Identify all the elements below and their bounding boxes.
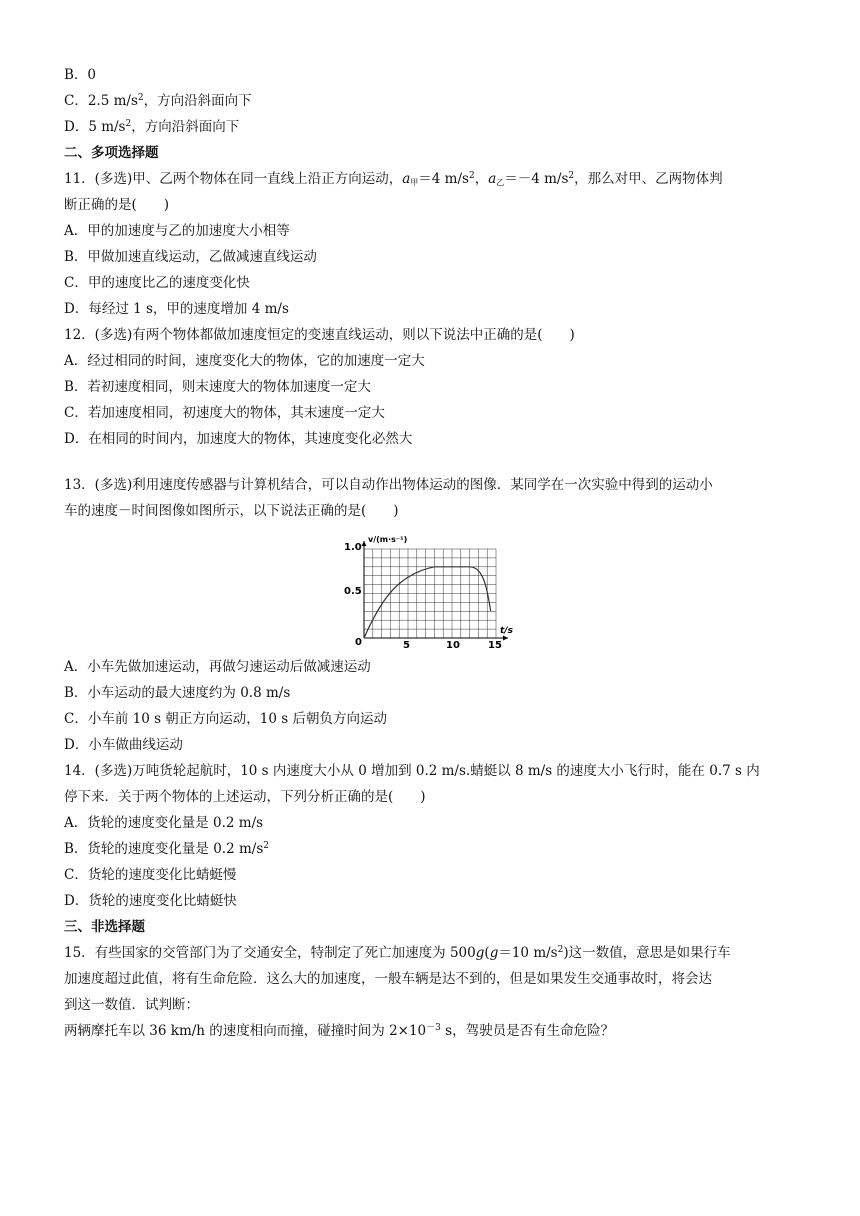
figure-xlabel: t/s bbox=[500, 626, 513, 636]
velocity-time-figure bbox=[338, 532, 518, 652]
q13-option-a: A．小车先做加速运动，再做匀速运动后做减速运动 bbox=[64, 659, 371, 675]
section-3-title: 三、非选择题 bbox=[64, 919, 145, 935]
q13-stem-line2: 车的速度－时间图像如图所示，以下说法正确的是( ) bbox=[64, 503, 399, 519]
section-2-title: 二、多项选择题 bbox=[64, 145, 159, 161]
q11-option-c: C．甲的速度比乙的速度变化快 bbox=[64, 275, 250, 291]
origin-label: 0 bbox=[355, 637, 362, 648]
figure-grid bbox=[364, 549, 496, 638]
q13-option-d: D．小车做曲线运动 bbox=[64, 737, 183, 753]
q11-option-b: B．甲做加速直线运动，乙做减速直线运动 bbox=[64, 249, 317, 265]
q15-stem-line1: 15．有些国家的交管部门为了交通安全，特制定了死亡加速度为 500g(g＝10 $m/s^2$)这一数值，意思是如果行车 bbox=[64, 945, 731, 961]
q11-stem-line2: 断正确的是( ) bbox=[64, 197, 170, 213]
q12-option-b: B．若初速度相同，则末速度大的物体加速度一定大 bbox=[64, 379, 371, 395]
q11-stem-line1: 11．(多选)甲、乙两个物体在同一直线上沿正方向运动，$a_甲=4$ $m/s^2$，$a_乙=-4$ $m/s^2$，那么对甲、乙两物体判 bbox=[64, 171, 723, 187]
q15-stem-line2: 加速度超过此值，将有生命危险．这么大的加速度，一般车辆是达不到的，但是如果发生交通事故时，将会达 bbox=[64, 971, 712, 987]
q12-option-a: A．经过相同的时间，速度变化大的物体，它的加速度一定大 bbox=[64, 353, 425, 369]
ytick-label-1: 1.0 bbox=[344, 542, 362, 553]
q12-option-d: D．在相同的时间内，加速度大的物体，其速度变化必然大 bbox=[64, 431, 413, 447]
q14-stem-line2: 停下来．关于两个物体的上述运动，下列分析正确的是( ) bbox=[64, 789, 426, 805]
q14-option-d: D．货轮的速度变化比蜻蜓快 bbox=[64, 893, 237, 909]
axis-arrowheads bbox=[362, 541, 509, 641]
figure-ylabel: v/(m·s⁻¹) bbox=[368, 535, 408, 544]
xtick-label-15: 15 bbox=[488, 640, 502, 651]
q15-stem-line4: 两辆摩托车以 36 km/h 的速度相向而撞，碰撞时间为 $2\times 10^{-3}$ s，驾驶员是否有生命危险？ bbox=[64, 1023, 615, 1039]
q14-option-b: B．货轮的速度变化量是 0.2 $m/s^2$ bbox=[64, 841, 269, 857]
q13-option-c: C．小车前 10 s 朝正方向运动，10 s 后朝负方向运动 bbox=[64, 711, 387, 727]
q14-stem-line1: 14．(多选)万吨货轮起航时，10 s 内速度大小从 0 增加到 0.2 m/s.蜻蜓以 8 m/s 的速度大小飞行时，能在 0.7 s 内 bbox=[64, 763, 760, 779]
figure-axes bbox=[362, 541, 509, 641]
q13-option-b: B．小车运动的最大速度约为 0.8 m/s bbox=[64, 685, 291, 701]
q10-option-d: D．5 $m/s^2$，方向沿斜面向下 bbox=[64, 119, 240, 135]
xtick-label-5: 5 bbox=[403, 640, 410, 651]
q15-stem-line3: 到这一数值．试判断： bbox=[64, 997, 199, 1013]
q10-option-c: C．2.5 $m/s^2$，方向沿斜面向下 bbox=[64, 93, 252, 109]
q10-option-b: B．0 bbox=[64, 67, 97, 83]
q12-option-c: C．若加速度相同，初速度大的物体，其末速度一定大 bbox=[64, 405, 385, 421]
q13-stem-line1: 13．(多选)利用速度传感器与计算机结合，可以自动作出物体运动的图像．某同学在一次实验中得到的运动小 bbox=[64, 477, 713, 493]
q11-option-d: D．每经过 1 s，甲的速度增加 4 m/s bbox=[64, 301, 289, 317]
q14-option-a: A．货轮的速度变化量是 0.2 m/s bbox=[64, 815, 264, 831]
ytick-label-05: 0.5 bbox=[344, 586, 362, 597]
xtick-label-10: 10 bbox=[446, 640, 460, 651]
q11-option-a: A．甲的加速度与乙的加速度大小相等 bbox=[64, 223, 290, 239]
q14-option-c: C．货轮的速度变化比蜻蜓慢 bbox=[64, 867, 237, 883]
q12-stem: 12．(多选)有两个物体都做加速度恒定的变速直线运动，则以下说法中正确的是( ) bbox=[64, 327, 575, 343]
